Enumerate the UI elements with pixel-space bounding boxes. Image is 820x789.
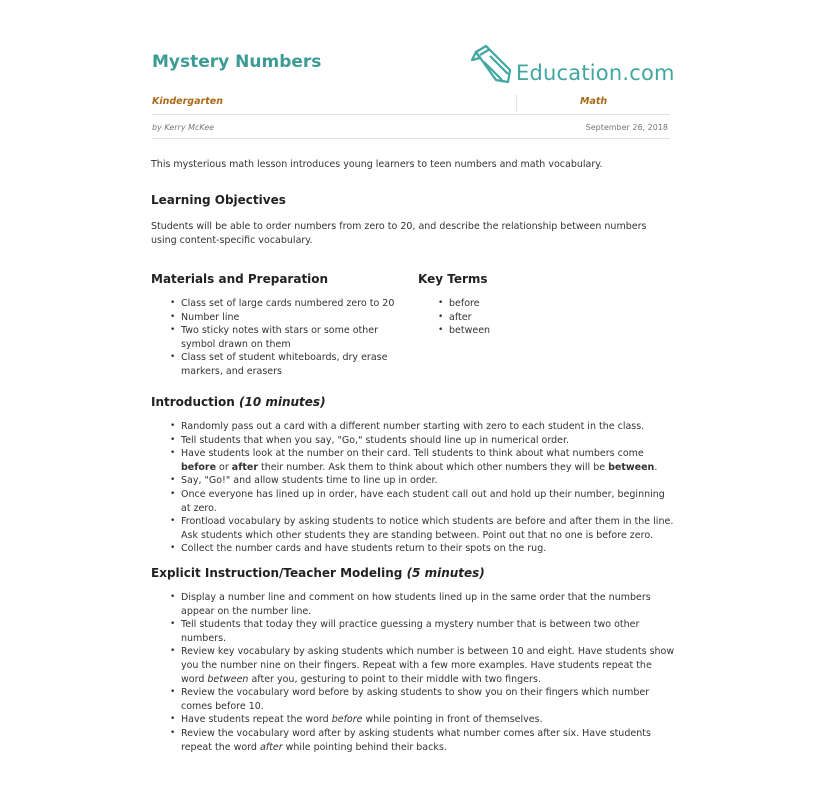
- list-item: • Class set of student whiteboards, dry erase markers, and erasers: [181, 351, 406, 378]
- term-between: between: [608, 461, 655, 473]
- list-item: • Tell students that today they will practice guessing a mystery number that is between two other numbers.: [181, 618, 676, 645]
- introduction-duration: (10 minutes): [238, 395, 326, 409]
- logo-text: Education.com: [516, 61, 675, 85]
- learning-objectives-text: Students will be able to order numbers from zero to 20, and describe the relationship between numbers using content-specific vocabulary.: [151, 221, 647, 246]
- date-label: September 26, 2018: [585, 123, 668, 132]
- list-item: [181, 447, 676, 474]
- list-item: • before: [449, 297, 649, 311]
- term-after: after: [259, 741, 283, 753]
- term-after: after: [231, 461, 259, 473]
- term-before: before: [181, 461, 217, 473]
- explicit-duration: (5 minutes): [406, 566, 485, 580]
- introduction-heading: [151, 395, 326, 409]
- key-terms-heading: Key Terms: [418, 272, 488, 286]
- item-text: Have students repeat the word: [181, 714, 332, 726]
- meta-divider: [516, 94, 517, 112]
- explicit-instruction-heading: [151, 566, 485, 580]
- introduction-list: [181, 420, 676, 556]
- item-text: Have students look at the number on their card. Tell students to think about what numbers come: [181, 448, 644, 460]
- list-item: • Once everyone has lined up in order, have each student call out and hold up their number, beginning at zero.: [181, 488, 676, 515]
- item-text: or: [216, 461, 232, 473]
- list-item: • Collect the number cards and have students return to their spots on the rug.: [181, 542, 676, 556]
- intro-text: This mysterious math lesson introduces young learners to teen numbers and math vocabulary.: [151, 159, 603, 170]
- item-text: Review the vocabulary word after by asking students what number comes after six. Have students repeat the word: [181, 727, 651, 753]
- education-logo[interactable]: [468, 42, 678, 88]
- author-label: by Kerry McKee: [152, 123, 215, 132]
- explicit-heading-text: Explicit Instruction/Teacher Modeling: [151, 566, 403, 580]
- list-item: • after: [449, 311, 649, 325]
- learning-objectives-heading: Learning Objectives: [151, 193, 286, 207]
- grade-label: Kindergarten: [152, 96, 223, 107]
- list-item: • Say, "Go!" and allow students time to line up in order.: [181, 474, 676, 488]
- introduction-heading-text: Introduction: [151, 395, 235, 409]
- list-item: • Two sticky notes with stars or some other symbol drawn on them: [181, 324, 406, 351]
- item-text: while pointing behind their backs.: [282, 741, 447, 753]
- list-item: • Review the vocabulary word before by asking students to show you on their fingers which number comes before 10.: [181, 686, 676, 713]
- list-item: • Number line: [181, 311, 406, 325]
- term-between: between: [207, 673, 249, 685]
- list-item: [181, 645, 676, 686]
- item-text: their number. Ask them to think about which other numbers they will be: [258, 461, 609, 473]
- item-text: Review key vocabulary by asking students which number is between 10 and eight. Have students show you the number nine on their fingers. Repeat with a few more examples. Have students repeat the word: [181, 646, 675, 685]
- item-text: after you, gesturing to point to their middle with two fingers.: [248, 673, 541, 685]
- list-item: • Randomly pass out a card with a different number starting with zero to each student in the class.: [181, 420, 676, 434]
- explicit-instruction-list: [181, 591, 676, 754]
- item-text: while pointing in front of themselves.: [362, 714, 543, 726]
- list-item: • Tell students that when you say, "Go," students should line up in numerical order.: [181, 434, 676, 448]
- materials-list: [181, 297, 406, 379]
- pencil-logo-icon: [468, 42, 514, 88]
- list-item: • Class set of large cards numbered zero to 20: [181, 297, 406, 311]
- page-title: Mystery Numbers: [152, 52, 322, 72]
- list-item: • between: [449, 324, 649, 338]
- lesson-meta-row: [152, 92, 670, 115]
- key-terms-list: [449, 297, 649, 338]
- item-text: .: [654, 461, 658, 473]
- materials-heading: Materials and Preparation: [151, 272, 329, 286]
- author-row: [152, 118, 670, 139]
- list-item: [181, 727, 676, 754]
- list-item: • Frontload vocabulary by asking students to notice which students are before and after them in the line. Ask students which other students they are standing between. Point out that no one is before zero.: [181, 515, 676, 542]
- list-item: • Display a number line and comment on how students lined up in the same order that the numbers appear on the number line.: [181, 591, 676, 618]
- subject-label: Math: [580, 96, 608, 107]
- term-before: before: [331, 714, 363, 726]
- list-item: [181, 713, 676, 727]
